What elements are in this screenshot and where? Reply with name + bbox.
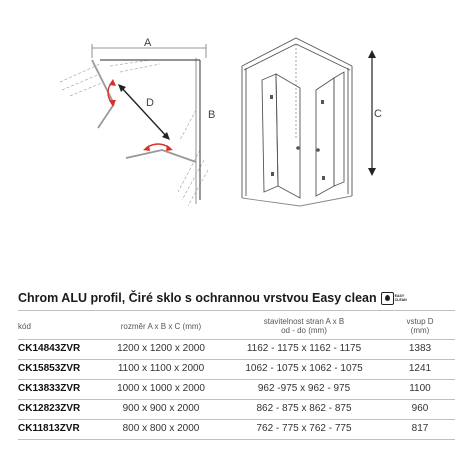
header-entry-line2: (mm)	[410, 326, 430, 335]
header-adjust-line1: stavitelnost stran A x B	[263, 317, 345, 326]
cell-size: 900 x 900 x 2000	[122, 403, 200, 414]
label-a: A	[144, 37, 152, 49]
table-title	[18, 291, 407, 305]
table-row	[18, 380, 455, 399]
cell-adjust: 862 - 875 x 862 - 875	[256, 403, 352, 414]
cell-adjust: 762 - 775 x 762 - 775	[256, 423, 352, 434]
table-header	[18, 312, 455, 338]
cell-size: 1000 x 1000 x 2000	[117, 383, 205, 394]
header-size: rozměr A x B x C (mm)	[120, 322, 202, 331]
table-top-rule	[18, 310, 455, 311]
label-c: C	[374, 108, 382, 120]
cell-code: CK14843ZVR	[18, 343, 81, 354]
perspective-view-diagram	[242, 38, 352, 206]
badge-text-clean: CLEAN	[394, 298, 407, 302]
cell-entry: 817	[411, 423, 429, 434]
cell-entry: 1241	[408, 363, 432, 374]
header-adjust	[244, 317, 364, 335]
cell-code: CK12823ZVR	[18, 403, 81, 414]
table-bottom-rule	[18, 439, 455, 440]
header-entry	[390, 317, 450, 335]
header-code: kód	[18, 322, 31, 331]
cell-entry: 960	[411, 403, 429, 414]
cell-entry: 1100	[409, 383, 431, 394]
table-row	[18, 420, 455, 439]
shower-diagrams	[0, 0, 470, 230]
cell-size: 1100 x 1100 x 2000	[117, 363, 205, 374]
cell-adjust: 1062 - 1075 x 1062 - 1075	[245, 363, 363, 374]
cell-adjust: 1162 - 1175 x 1162 - 1175	[246, 343, 362, 354]
easy-clean-badge	[381, 292, 407, 305]
cell-code: CK11813ZVR	[18, 423, 80, 434]
plan-view-diagram	[60, 44, 208, 206]
cell-size: 800 x 800 x 2000	[122, 423, 200, 434]
label-b: B	[208, 109, 216, 121]
header-adjust-line2: od - do (mm)	[281, 326, 327, 335]
cell-entry: 1383	[408, 343, 432, 354]
header-entry-line1: vstup D	[406, 317, 434, 326]
table-row	[18, 360, 455, 379]
cell-adjust: 962 -975 x 962 - 975	[257, 383, 351, 394]
water-drop-icon	[381, 292, 394, 305]
table-row	[18, 400, 455, 419]
cell-code: CK13833ZVR	[18, 383, 81, 394]
table-title-text: Chrom ALU profil, Čiré sklo s ochrannou vrstvou Easy clean	[18, 291, 377, 305]
cell-code: CK15853ZVR	[18, 363, 81, 374]
cell-size: 1200 x 1200 x 2000	[117, 343, 205, 354]
label-d: D	[146, 97, 154, 109]
badge-text-easy: EASY	[394, 294, 405, 298]
table-row	[18, 340, 455, 359]
